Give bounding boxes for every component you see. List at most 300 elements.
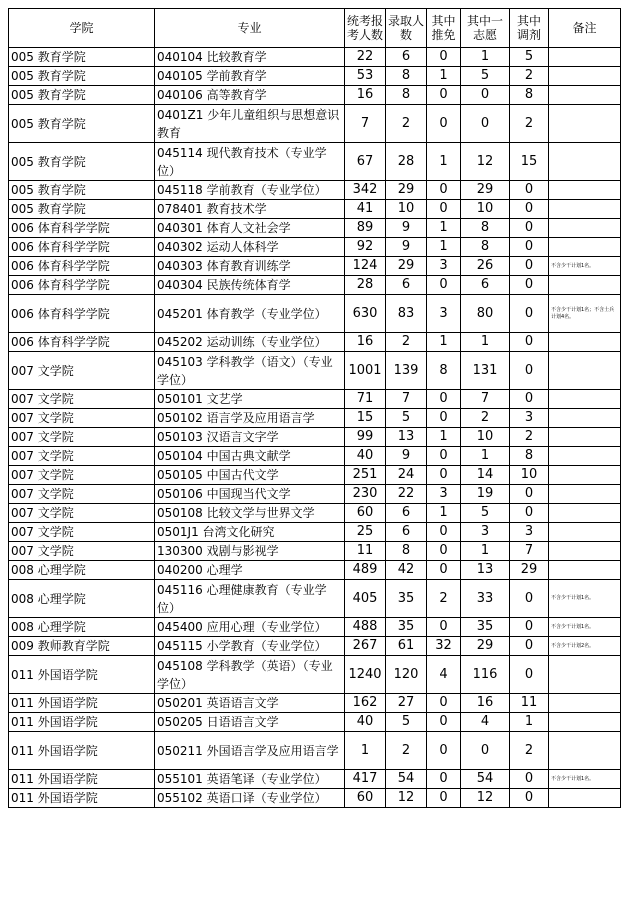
applicants-cell: 405 xyxy=(345,580,386,618)
first-choice-cell: 4 xyxy=(461,713,510,732)
exempt-cell: 0 xyxy=(427,276,461,295)
adjusted-cell: 10 xyxy=(510,466,549,485)
adjusted-cell: 0 xyxy=(510,295,549,333)
major-cell: 045103 学科教学（语文）（专业学位） xyxy=(155,352,345,390)
admitted-cell: 28 xyxy=(386,143,427,181)
applicants-cell: 40 xyxy=(345,713,386,732)
table-row xyxy=(9,143,621,181)
applicants-cell: 16 xyxy=(345,86,386,105)
exempt-cell: 0 xyxy=(427,390,461,409)
major-cell: 050106 中国现当代文学 xyxy=(155,485,345,504)
exempt-cell: 0 xyxy=(427,561,461,580)
exempt-cell: 1 xyxy=(427,428,461,447)
college-cell: 007 文学院 xyxy=(9,466,155,485)
first-choice-cell: 19 xyxy=(461,485,510,504)
college-cell: 007 文学院 xyxy=(9,447,155,466)
college-cell: 005 教育学院 xyxy=(9,105,155,143)
table-row xyxy=(9,67,621,86)
notes-cell xyxy=(549,86,621,105)
first-choice-cell: 0 xyxy=(461,732,510,770)
exempt-cell: 0 xyxy=(427,523,461,542)
college-cell: 005 教育学院 xyxy=(9,86,155,105)
exempt-cell: 1 xyxy=(427,219,461,238)
table-row xyxy=(9,428,621,447)
exempt-cell: 0 xyxy=(427,694,461,713)
admitted-cell: 54 xyxy=(386,770,427,789)
table-row xyxy=(9,713,621,732)
exempt-cell: 3 xyxy=(427,295,461,333)
admitted-cell: 139 xyxy=(386,352,427,390)
notes-cell xyxy=(549,352,621,390)
exempt-cell: 3 xyxy=(427,257,461,276)
major-cell: 040105 学前教育学 xyxy=(155,67,345,86)
notes-cell: 不含少干计划1名。 xyxy=(549,770,621,789)
applicants-cell: 1001 xyxy=(345,352,386,390)
college-cell: 008 心理学院 xyxy=(9,580,155,618)
notes-cell xyxy=(549,542,621,561)
first-choice-cell: 80 xyxy=(461,295,510,333)
applicants-cell: 417 xyxy=(345,770,386,789)
first-choice-cell: 1 xyxy=(461,333,510,352)
exempt-cell: 0 xyxy=(427,789,461,808)
notes-cell xyxy=(549,561,621,580)
notes-cell xyxy=(549,694,621,713)
college-cell: 007 文学院 xyxy=(9,542,155,561)
applicants-cell: 60 xyxy=(345,504,386,523)
adjusted-cell: 29 xyxy=(510,561,549,580)
header-first-choice: 其中一志愿 xyxy=(461,9,510,48)
applicants-cell: 251 xyxy=(345,466,386,485)
college-cell: 005 教育学院 xyxy=(9,48,155,67)
adjusted-cell: 8 xyxy=(510,447,549,466)
adjusted-cell: 0 xyxy=(510,200,549,219)
applicants-cell: 25 xyxy=(345,523,386,542)
adjusted-cell: 0 xyxy=(510,580,549,618)
table-row xyxy=(9,48,621,67)
college-cell: 007 文学院 xyxy=(9,485,155,504)
admitted-cell: 29 xyxy=(386,257,427,276)
notes-cell xyxy=(549,48,621,67)
notes-cell xyxy=(549,238,621,257)
header-adjusted: 其中调剂 xyxy=(510,9,549,48)
table-row xyxy=(9,105,621,143)
first-choice-cell: 116 xyxy=(461,656,510,694)
admitted-cell: 61 xyxy=(386,637,427,656)
admitted-cell: 120 xyxy=(386,656,427,694)
header-exempt: 其中推免 xyxy=(427,9,461,48)
applicants-cell: 41 xyxy=(345,200,386,219)
first-choice-cell: 131 xyxy=(461,352,510,390)
admitted-cell: 29 xyxy=(386,181,427,200)
first-choice-cell: 7 xyxy=(461,390,510,409)
admitted-cell: 10 xyxy=(386,200,427,219)
adjusted-cell: 0 xyxy=(510,333,549,352)
adjusted-cell: 1 xyxy=(510,713,549,732)
applicants-cell: 230 xyxy=(345,485,386,504)
adjusted-cell: 7 xyxy=(510,542,549,561)
adjusted-cell: 0 xyxy=(510,257,549,276)
exempt-cell: 0 xyxy=(427,732,461,770)
header-admitted: 录取人数 xyxy=(386,9,427,48)
college-cell: 007 文学院 xyxy=(9,523,155,542)
header-major: 专业 xyxy=(155,9,345,48)
applicants-cell: 28 xyxy=(345,276,386,295)
college-cell: 006 体育科学学院 xyxy=(9,219,155,238)
table-row xyxy=(9,333,621,352)
adjusted-cell: 0 xyxy=(510,181,549,200)
college-cell: 011 外国语学院 xyxy=(9,732,155,770)
major-cell: 040106 高等教育学 xyxy=(155,86,345,105)
college-cell: 007 文学院 xyxy=(9,409,155,428)
admitted-cell: 8 xyxy=(386,67,427,86)
table-row xyxy=(9,770,621,789)
notes-cell xyxy=(549,181,621,200)
applicants-cell: 53 xyxy=(345,67,386,86)
applicants-cell: 60 xyxy=(345,789,386,808)
notes-cell: 不含少干计划1名；不含士兵计划4名。 xyxy=(549,295,621,333)
admitted-cell: 9 xyxy=(386,219,427,238)
exempt-cell: 0 xyxy=(427,105,461,143)
notes-cell xyxy=(549,333,621,352)
first-choice-cell: 16 xyxy=(461,694,510,713)
notes-cell xyxy=(549,447,621,466)
applicants-cell: 67 xyxy=(345,143,386,181)
major-cell: 130300 戏剧与影视学 xyxy=(155,542,345,561)
table-row xyxy=(9,580,621,618)
adjusted-cell: 0 xyxy=(510,238,549,257)
major-cell: 045202 运动训练（专业学位） xyxy=(155,333,345,352)
table-body xyxy=(9,48,621,808)
first-choice-cell: 5 xyxy=(461,67,510,86)
exempt-cell: 0 xyxy=(427,86,461,105)
major-cell: 040302 运动人体科学 xyxy=(155,238,345,257)
major-cell: 050101 文艺学 xyxy=(155,390,345,409)
adjusted-cell: 3 xyxy=(510,523,549,542)
major-cell: 050108 比较文学与世界文学 xyxy=(155,504,345,523)
notes-cell xyxy=(549,105,621,143)
admitted-cell: 6 xyxy=(386,48,427,67)
applicants-cell: 488 xyxy=(345,618,386,637)
admitted-cell: 24 xyxy=(386,466,427,485)
major-cell: 045201 体育教学（专业学位） xyxy=(155,295,345,333)
applicants-cell: 92 xyxy=(345,238,386,257)
table-row xyxy=(9,390,621,409)
applicants-cell: 16 xyxy=(345,333,386,352)
college-cell: 006 体育科学学院 xyxy=(9,295,155,333)
applicants-cell: 15 xyxy=(345,409,386,428)
exempt-cell: 0 xyxy=(427,447,461,466)
major-cell: 050102 语言学及应用语言学 xyxy=(155,409,345,428)
notes-cell xyxy=(549,409,621,428)
adjusted-cell: 0 xyxy=(510,618,549,637)
first-choice-cell: 29 xyxy=(461,637,510,656)
adjusted-cell: 2 xyxy=(510,428,549,447)
table-row xyxy=(9,200,621,219)
exempt-cell: 32 xyxy=(427,637,461,656)
applicants-cell: 7 xyxy=(345,105,386,143)
major-cell: 050105 中国古代文学 xyxy=(155,466,345,485)
admitted-cell: 6 xyxy=(386,276,427,295)
admitted-cell: 2 xyxy=(386,105,427,143)
college-cell: 011 外国语学院 xyxy=(9,713,155,732)
admitted-cell: 6 xyxy=(386,523,427,542)
applicants-cell: 71 xyxy=(345,390,386,409)
notes-cell: 不含少干计划2名。 xyxy=(549,637,621,656)
exempt-cell: 0 xyxy=(427,542,461,561)
notes-cell xyxy=(549,732,621,770)
notes-cell xyxy=(549,390,621,409)
adjusted-cell: 0 xyxy=(510,637,549,656)
major-cell: 045114 现代教育技术（专业学位） xyxy=(155,143,345,181)
applicants-cell: 489 xyxy=(345,561,386,580)
first-choice-cell: 5 xyxy=(461,504,510,523)
major-cell: 050103 汉语言文字学 xyxy=(155,428,345,447)
notes-cell xyxy=(549,67,621,86)
header-applicants: 统考报考人数 xyxy=(345,9,386,48)
table-row xyxy=(9,485,621,504)
adjusted-cell: 0 xyxy=(510,219,549,238)
notes-cell xyxy=(549,523,621,542)
admitted-cell: 8 xyxy=(386,86,427,105)
applicants-cell: 1 xyxy=(345,732,386,770)
first-choice-cell: 10 xyxy=(461,200,510,219)
table-row xyxy=(9,238,621,257)
notes-cell xyxy=(549,276,621,295)
exempt-cell: 0 xyxy=(427,466,461,485)
college-cell: 008 心理学院 xyxy=(9,618,155,637)
adjusted-cell: 3 xyxy=(510,409,549,428)
major-cell: 045116 心理健康教育（专业学位） xyxy=(155,580,345,618)
college-cell: 008 心理学院 xyxy=(9,561,155,580)
table-row xyxy=(9,732,621,770)
college-cell: 006 体育科学学院 xyxy=(9,276,155,295)
admitted-cell: 35 xyxy=(386,580,427,618)
major-cell: 055102 英语口译（专业学位） xyxy=(155,789,345,808)
table-row xyxy=(9,523,621,542)
exempt-cell: 8 xyxy=(427,352,461,390)
college-cell: 005 教育学院 xyxy=(9,200,155,219)
adjusted-cell: 2 xyxy=(510,105,549,143)
first-choice-cell: 13 xyxy=(461,561,510,580)
exempt-cell: 1 xyxy=(427,333,461,352)
table-row xyxy=(9,542,621,561)
major-cell: 045118 学前教育（专业学位） xyxy=(155,181,345,200)
first-choice-cell: 0 xyxy=(461,105,510,143)
admitted-cell: 27 xyxy=(386,694,427,713)
first-choice-cell: 54 xyxy=(461,770,510,789)
table-row xyxy=(9,504,621,523)
table-row xyxy=(9,86,621,105)
first-choice-cell: 35 xyxy=(461,618,510,637)
applicants-cell: 342 xyxy=(345,181,386,200)
applicants-cell: 22 xyxy=(345,48,386,67)
exempt-cell: 0 xyxy=(427,618,461,637)
applicants-cell: 162 xyxy=(345,694,386,713)
admitted-cell: 5 xyxy=(386,713,427,732)
college-cell: 007 文学院 xyxy=(9,504,155,523)
table-row xyxy=(9,466,621,485)
table-row xyxy=(9,618,621,637)
major-cell: 045108 学科教学（英语）（专业学位） xyxy=(155,656,345,694)
major-cell: 045400 应用心理（专业学位） xyxy=(155,618,345,637)
admitted-cell: 13 xyxy=(386,428,427,447)
applicants-cell: 1240 xyxy=(345,656,386,694)
table-row xyxy=(9,694,621,713)
major-cell: 040200 心理学 xyxy=(155,561,345,580)
college-cell: 006 体育科学学院 xyxy=(9,257,155,276)
applicants-cell: 40 xyxy=(345,447,386,466)
major-cell: 0401Z1 少年儿童组织与思想意识教育 xyxy=(155,105,345,143)
college-cell: 007 文学院 xyxy=(9,428,155,447)
table-row xyxy=(9,789,621,808)
adjusted-cell: 0 xyxy=(510,789,549,808)
adjusted-cell: 0 xyxy=(510,770,549,789)
college-cell: 006 体育科学学院 xyxy=(9,238,155,257)
exempt-cell: 3 xyxy=(427,485,461,504)
header-college: 学院 xyxy=(9,9,155,48)
adjusted-cell: 0 xyxy=(510,352,549,390)
major-cell: 040303 体育教育训练学 xyxy=(155,257,345,276)
first-choice-cell: 3 xyxy=(461,523,510,542)
header-notes: 备注 xyxy=(549,9,621,48)
exempt-cell: 4 xyxy=(427,656,461,694)
first-choice-cell: 10 xyxy=(461,428,510,447)
header-row xyxy=(9,9,621,48)
admitted-cell: 9 xyxy=(386,238,427,257)
first-choice-cell: 2 xyxy=(461,409,510,428)
college-cell: 005 教育学院 xyxy=(9,67,155,86)
major-cell: 040301 体育人文社会学 xyxy=(155,219,345,238)
exempt-cell: 0 xyxy=(427,181,461,200)
first-choice-cell: 1 xyxy=(461,447,510,466)
notes-cell: 不含少干计划1名。 xyxy=(549,618,621,637)
major-cell: 0501J1 台湾文化研究 xyxy=(155,523,345,542)
applicants-cell: 124 xyxy=(345,257,386,276)
exempt-cell: 1 xyxy=(427,504,461,523)
notes-cell: 不含少干计划1名。 xyxy=(549,580,621,618)
admitted-cell: 12 xyxy=(386,789,427,808)
college-cell: 011 外国语学院 xyxy=(9,770,155,789)
major-cell: 078401 教育技术学 xyxy=(155,200,345,219)
table-row xyxy=(9,656,621,694)
table-row xyxy=(9,181,621,200)
table-row xyxy=(9,257,621,276)
first-choice-cell: 12 xyxy=(461,143,510,181)
notes-cell xyxy=(549,656,621,694)
adjusted-cell: 0 xyxy=(510,504,549,523)
applicants-cell: 267 xyxy=(345,637,386,656)
applicants-cell: 99 xyxy=(345,428,386,447)
major-cell: 050201 英语语言文学 xyxy=(155,694,345,713)
notes-cell: 不含少干计划1名。 xyxy=(549,257,621,276)
adjusted-cell: 2 xyxy=(510,732,549,770)
college-cell: 007 文学院 xyxy=(9,352,155,390)
first-choice-cell: 29 xyxy=(461,181,510,200)
admitted-cell: 2 xyxy=(386,333,427,352)
exempt-cell: 1 xyxy=(427,238,461,257)
adjusted-cell: 8 xyxy=(510,86,549,105)
table-row xyxy=(9,409,621,428)
first-choice-cell: 6 xyxy=(461,276,510,295)
exempt-cell: 0 xyxy=(427,713,461,732)
notes-cell xyxy=(549,143,621,181)
exempt-cell: 0 xyxy=(427,770,461,789)
table-row xyxy=(9,561,621,580)
exempt-cell: 1 xyxy=(427,67,461,86)
notes-cell xyxy=(549,789,621,808)
first-choice-cell: 8 xyxy=(461,238,510,257)
admitted-cell: 35 xyxy=(386,618,427,637)
major-cell: 045115 小学教育（专业学位） xyxy=(155,637,345,656)
table-row xyxy=(9,276,621,295)
applicants-cell: 11 xyxy=(345,542,386,561)
exempt-cell: 0 xyxy=(427,48,461,67)
college-cell: 005 教育学院 xyxy=(9,143,155,181)
exempt-cell: 0 xyxy=(427,200,461,219)
notes-cell xyxy=(549,219,621,238)
first-choice-cell: 0 xyxy=(461,86,510,105)
admitted-cell: 83 xyxy=(386,295,427,333)
first-choice-cell: 12 xyxy=(461,789,510,808)
admission-table xyxy=(8,8,621,808)
adjusted-cell: 0 xyxy=(510,485,549,504)
college-cell: 005 教育学院 xyxy=(9,181,155,200)
adjusted-cell: 0 xyxy=(510,390,549,409)
major-cell: 055101 英语笔译（专业学位） xyxy=(155,770,345,789)
first-choice-cell: 33 xyxy=(461,580,510,618)
adjusted-cell: 2 xyxy=(510,67,549,86)
table-row xyxy=(9,352,621,390)
major-cell: 050211 外国语言学及应用语言学 xyxy=(155,732,345,770)
notes-cell xyxy=(549,466,621,485)
college-cell: 011 外国语学院 xyxy=(9,789,155,808)
admitted-cell: 22 xyxy=(386,485,427,504)
applicants-cell: 630 xyxy=(345,295,386,333)
admitted-cell: 42 xyxy=(386,561,427,580)
first-choice-cell: 14 xyxy=(461,466,510,485)
adjusted-cell: 0 xyxy=(510,276,549,295)
applicants-cell: 89 xyxy=(345,219,386,238)
notes-cell xyxy=(549,428,621,447)
college-cell: 011 外国语学院 xyxy=(9,694,155,713)
notes-cell xyxy=(549,504,621,523)
first-choice-cell: 1 xyxy=(461,542,510,561)
major-cell: 040104 比较教育学 xyxy=(155,48,345,67)
adjusted-cell: 0 xyxy=(510,656,549,694)
admitted-cell: 9 xyxy=(386,447,427,466)
college-cell: 011 外国语学院 xyxy=(9,656,155,694)
notes-cell xyxy=(549,200,621,219)
first-choice-cell: 26 xyxy=(461,257,510,276)
notes-cell xyxy=(549,485,621,504)
exempt-cell: 2 xyxy=(427,580,461,618)
notes-cell xyxy=(549,713,621,732)
table-row xyxy=(9,219,621,238)
adjusted-cell: 5 xyxy=(510,48,549,67)
admitted-cell: 8 xyxy=(386,542,427,561)
major-cell: 050205 日语语言文学 xyxy=(155,713,345,732)
admitted-cell: 2 xyxy=(386,732,427,770)
admitted-cell: 7 xyxy=(386,390,427,409)
major-cell: 050104 中国古典文献学 xyxy=(155,447,345,466)
college-cell: 007 文学院 xyxy=(9,390,155,409)
adjusted-cell: 15 xyxy=(510,143,549,181)
admitted-cell: 5 xyxy=(386,409,427,428)
college-cell: 006 体育科学学院 xyxy=(9,333,155,352)
table-row xyxy=(9,447,621,466)
major-cell: 040304 民族传统体育学 xyxy=(155,276,345,295)
first-choice-cell: 1 xyxy=(461,48,510,67)
